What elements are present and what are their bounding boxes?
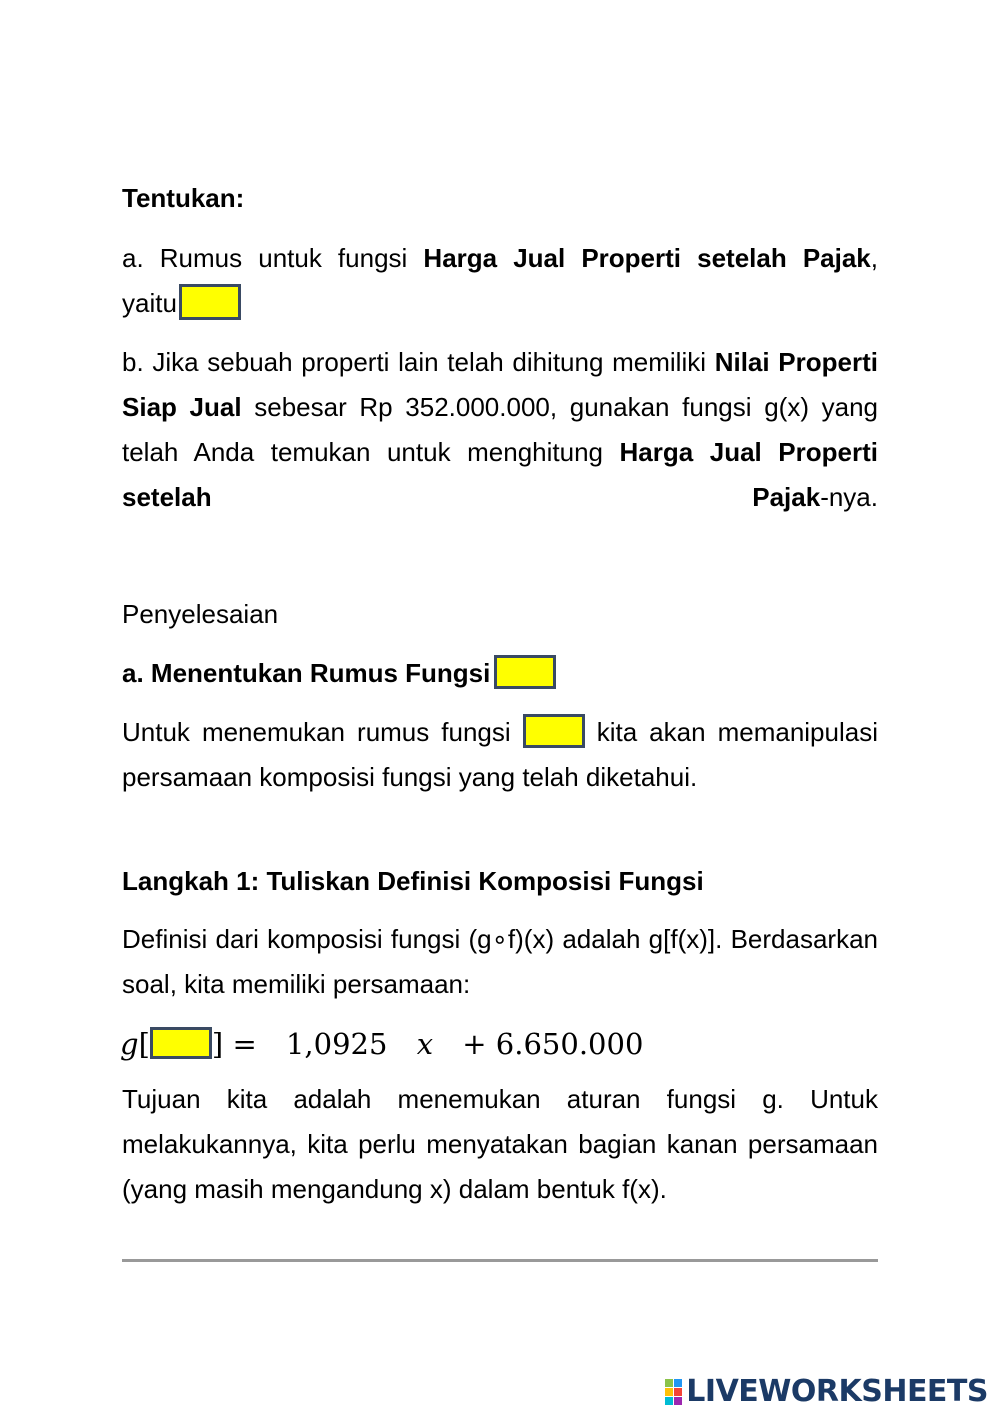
eq-open-bracket: [: [138, 1027, 150, 1061]
eq-equals: =: [232, 1027, 257, 1061]
eq-constant: 6.650.000: [495, 1027, 644, 1061]
langkah1-heading: Langkah 1: Tuliskan Definisi Komposisi Fungsi: [122, 866, 704, 896]
eq-coefficient: 1,0925: [285, 1027, 388, 1061]
liveworksheets-logo: [665, 1374, 988, 1409]
item-b: b. Jika sebuah properti lain telah dihitung memiliki Nilai Properti Siap Jual sebesar Rp 352.000.000, gunakan fungsi g(x) yang telah Anda temukan untuk menghitung Harga Jual Properti setelah Pajak-nya.: [122, 347, 879, 512]
divider-line: [122, 1259, 878, 1262]
answer-box-equation[interactable]: [150, 1027, 212, 1059]
eq-variable: x: [416, 1027, 434, 1061]
item-a-line2: yaitu: [122, 281, 878, 326]
answer-box-section-a[interactable]: [494, 655, 556, 689]
item-a: a. Rumus untuk fungsi Harga Jual Properti setelah Pajak,: [122, 243, 878, 273]
eq-close-bracket: ]: [211, 1027, 224, 1061]
para-untuk: Untuk menemukan rumus fungsi kita akan memanipulasi persamaan komposisi fungsi yang telah diketahui.: [122, 710, 878, 800]
liveworksheets-logo-icon: [665, 1379, 682, 1405]
section-a-heading: a. Menentukan Rumus Fungsi: [122, 651, 878, 696]
answer-box-a[interactable]: [179, 284, 241, 320]
para-tujuan: Tujuan kita adalah menemukan aturan fungsi g. Untuk melakukannya, kita perlu menyatakan bagian kanan persamaan (yang masih mengandung x) dalam bentuk f(x).: [122, 1084, 878, 1204]
penyelesaian-label: Penyelesaian: [122, 599, 279, 629]
logo-text: LIVEWORKSHEETS: [686, 1374, 988, 1409]
eq-g: g: [120, 1027, 139, 1061]
tentukan-heading: Tentukan:: [122, 183, 245, 213]
eq-plus: +: [462, 1027, 487, 1061]
para-definisi: Definisi dari komposisi fungsi (g∘f)(x) adalah g[f(x)]. Berdasarkan soal, kita memiliki persamaan:: [122, 924, 878, 999]
composition-equation: [120, 1022, 643, 1066]
answer-box-untuk[interactable]: [523, 714, 585, 748]
